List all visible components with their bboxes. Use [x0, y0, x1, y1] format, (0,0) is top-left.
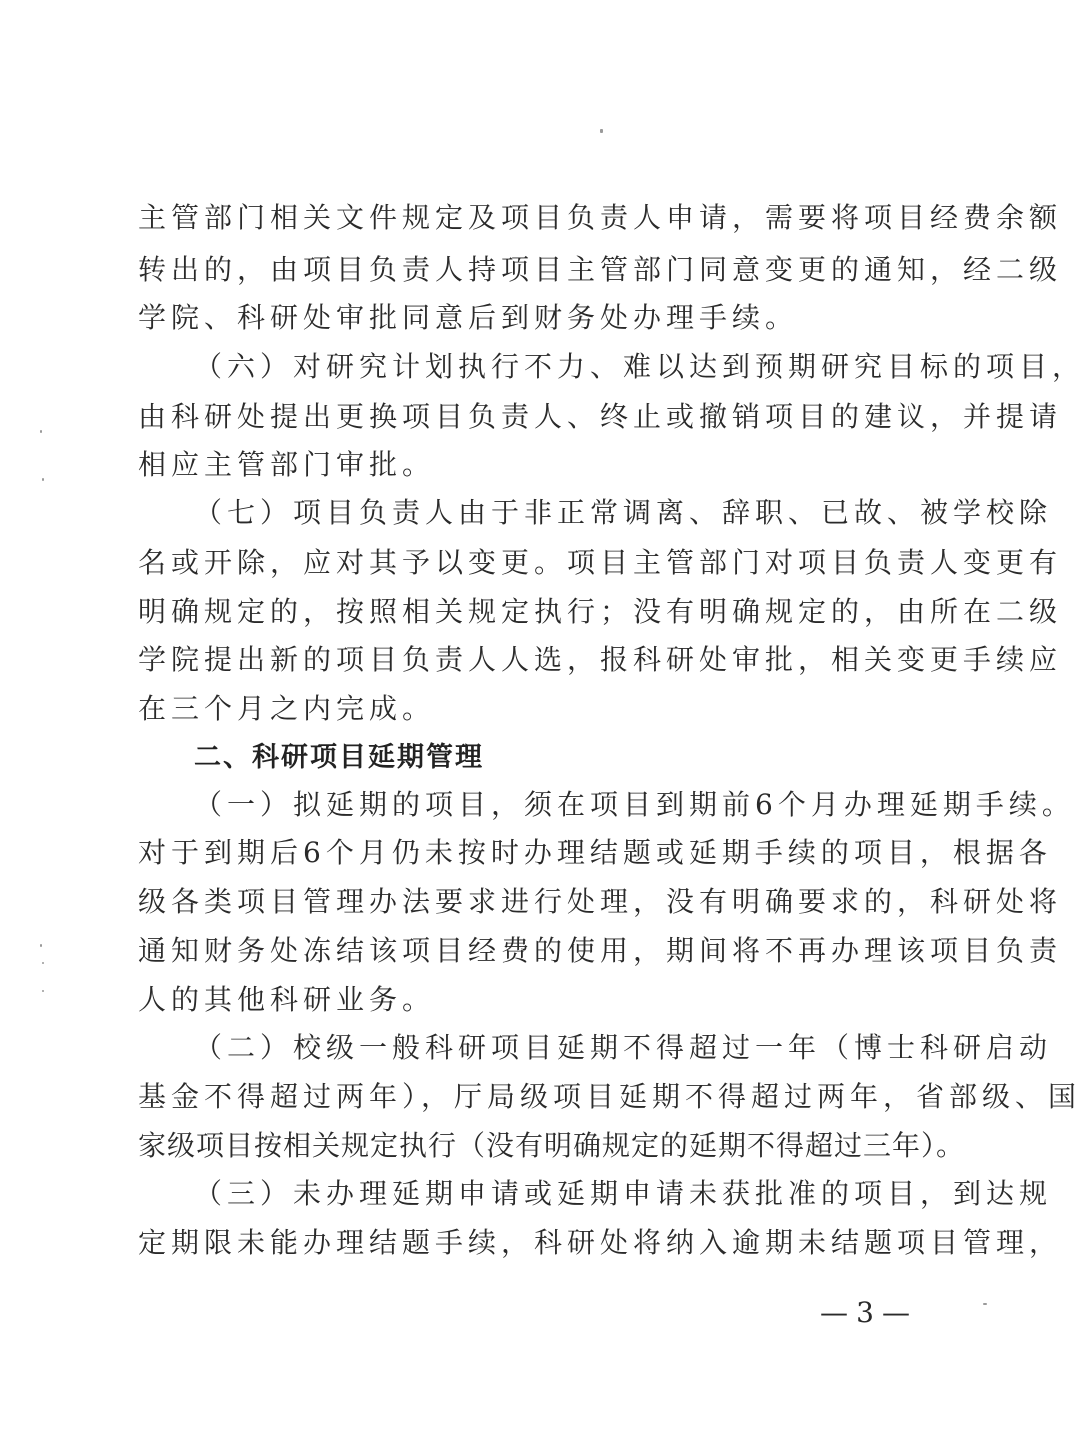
- body-text-line: （六）对研究计划执行不力、难以达到预期研究目标的项目，: [194, 350, 1085, 383]
- body-text-line: 由科研处提出更换项目负责人、终止或撤销项目的建议，并提请: [138, 400, 1063, 433]
- body-text-line: 家级项目按相关规定执行（没有明确规定的延期不得超过三年）。: [138, 1129, 966, 1162]
- scan-speck: [42, 990, 44, 992]
- body-text-line: 定期限未能办理结题手续，科研处将纳入逾期未结题项目管理，: [138, 1226, 1063, 1259]
- page-number-value: 3: [856, 1296, 874, 1329]
- body-text-line: 级各类项目管理办法要求进行处理，没有明确要求的，科研处将: [138, 885, 1063, 918]
- scan-speck: [40, 944, 42, 947]
- body-text-line: 明确规定的，按照相关规定执行；没有明确规定的，由所在二级: [138, 595, 1063, 628]
- body-text-line: 基金不得超过两年），厅局级项目延期不得超过两年，省部级、国: [138, 1080, 1082, 1113]
- body-text-line: （三）未办理延期申请或延期申请未获批准的项目，到达规: [194, 1177, 1053, 1210]
- body-text-line: （二）校级一般科研项目延期不得超过一年（博士科研启动: [194, 1031, 1053, 1064]
- scan-speck: [983, 1303, 987, 1305]
- page-number-right-dash: —: [881, 1296, 910, 1329]
- body-text-line: 学院、科研处审批同意后到财务处办理手续。: [138, 301, 799, 334]
- body-text-line: 名或开除，应对其予以变更。项目主管部门对项目负责人变更有: [138, 546, 1063, 579]
- body-text-line: 人的其他科研业务。: [138, 983, 436, 1016]
- scan-speck: [42, 478, 44, 481]
- body-text-line: （七）项目负责人由于非正常调离、辞职、已故、被学校除: [194, 496, 1053, 529]
- body-text-line: 转出的，由项目负责人持项目主管部门同意变更的通知，经二级: [138, 253, 1063, 286]
- scan-speck: [600, 129, 603, 133]
- body-text-line: （一）拟延期的项目，须在项目到期前6个月办理延期手续。: [194, 788, 1075, 821]
- body-text-line: 相应主管部门审批。: [138, 448, 436, 481]
- scan-speck: [42, 962, 44, 964]
- body-text-line: 学院提出新的项目负责人人选，报科研处审批，相关变更手续应: [138, 643, 1063, 676]
- section-heading: 二、科研项目延期管理: [194, 742, 484, 773]
- body-text-line: 通知财务处冻结该项目经费的使用，期间将不再办理该项目负责: [138, 934, 1063, 967]
- scan-speck: [40, 430, 42, 433]
- body-text-line: 主管部门相关文件规定及项目负责人申请，需要将项目经费余额: [138, 201, 1063, 234]
- body-text-line: 对于到期后6个月仍未按时办理结题或延期手续的项目，根据各: [138, 836, 1052, 869]
- body-text-line: 在三个月之内完成。: [138, 692, 436, 725]
- page-number: [820, 1293, 910, 1333]
- page-number-left-dash: —: [820, 1296, 848, 1329]
